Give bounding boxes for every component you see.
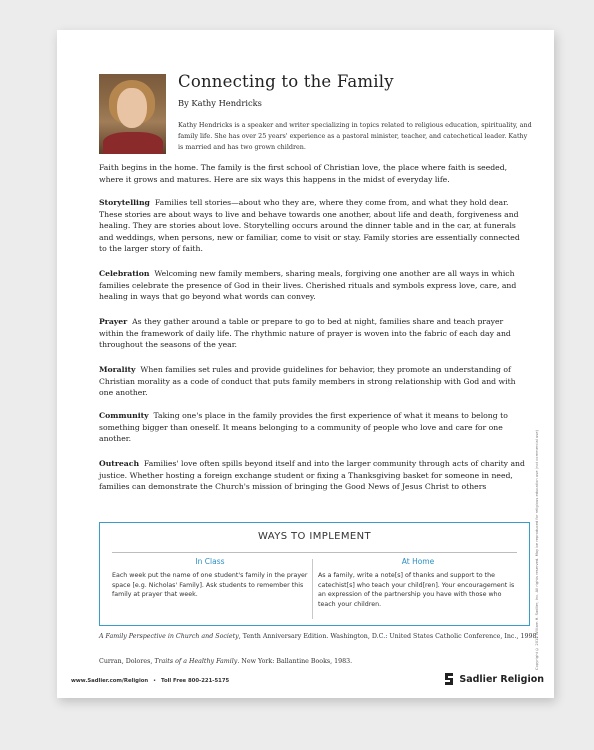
at-home-column xyxy=(318,557,518,609)
section-outreach xyxy=(99,458,529,493)
section-text: As they gather around a table or prepare to go to bed at night, families share and teach prayer within the framework of daily life. The rhythmic nature of prayer is woven into the fabric of each day and throughout the seasons of the year. xyxy=(99,317,511,350)
toll-free-number: Toll Free 800-221-5175 xyxy=(161,678,230,684)
section-term: Community xyxy=(99,411,149,420)
in-class-heading: In Class xyxy=(195,557,225,566)
copyright-notice: Copyright © 2015 William H. Sadlier, Inc. All rights reserved. May be reproduced for religious education use (not commercial use) xyxy=(535,430,539,670)
article-title: Connecting to the Family xyxy=(178,72,394,91)
sadlier-s-icon xyxy=(443,672,455,686)
section-term: Morality xyxy=(99,365,136,374)
handout-page xyxy=(57,30,554,698)
at-home-heading: At Home xyxy=(401,557,435,566)
reference-rest: . New York: Ballantine Books, 1983. xyxy=(237,658,353,665)
section-celebration xyxy=(99,268,529,303)
intro-paragraph: Faith begins in the home. The family is the first school of Christian love, the place where faith is seeded, where it grows and matures. Here are six ways this happens in the midst of everyday life. xyxy=(99,163,508,184)
section-text: Families' love often spills beyond itself and into the larger community through acts of charity and justice. Whether hosting a foreign exchange student or fixing a Thanksgiving basket for someone in need, families can demonstrate the Church's mission of bringing the Good News of Jesus Christ to others xyxy=(99,459,525,492)
in-class-text: Each week put the name of one student's family in the prayer space [e.g. Nicholas' Family]. Ask students to remember this family at prayer that week. xyxy=(112,572,308,598)
author-bio: Kathy Hendricks is a speaker and writer specializing in topics related to religious education, spirituality, and family life. She has over 25 years' experience as a pastoral minister, teacher, and catechetical leader. Kathy is married and has two grown children. xyxy=(178,121,532,151)
sadlier-logo xyxy=(443,672,544,686)
ways-to-implement-box xyxy=(99,522,530,626)
section-morality xyxy=(99,364,529,399)
reference-title: Traits of a Healthy Family xyxy=(154,658,238,665)
reference-2 xyxy=(99,657,539,667)
section-text: When families set rules and provide guidelines for behavior, they promote an understanding of Christian morality as a code of conduct that puts family members in strong relationship with God and with one another. xyxy=(99,365,516,398)
section-term: Celebration xyxy=(99,269,150,278)
section-text: Welcoming new family members, sharing meals, forgiving one another are all ways in which families celebrate the presence of God in their lives. Cherished rituals and symbols express love, care, and healing in ways that go beyond what words can convey. xyxy=(99,269,517,302)
column-divider xyxy=(312,559,313,619)
website-link[interactable]: www.Sadlier.com/Religion xyxy=(71,678,149,684)
reference-title: A Family Perspective in Church and Society xyxy=(99,633,239,640)
byline: By Kathy Hendricks xyxy=(178,98,262,108)
footer-contact xyxy=(71,678,229,684)
reference-author: Curran, Dolores, xyxy=(99,658,155,665)
divider xyxy=(112,552,517,553)
section-community xyxy=(99,410,529,445)
at-home-text: As a family, write a note[s] of thanks and support to the catechist[s] who teach your child[ren]. Your encouragement is an expression of the partnership you have with those who teach your children. xyxy=(318,572,515,608)
reference-rest: , Tenth Anniversary Edition. Washington, D.C.: United States Catholic Conference, Inc., 1998. xyxy=(238,633,539,640)
section-term: Storytelling xyxy=(99,198,150,207)
author-photo xyxy=(99,74,166,154)
section-text: Taking one's place in the family provides the first experience of what it means to belong to something bigger than oneself. It means belonging to a community of people who love and care for one another. xyxy=(99,411,508,444)
brand-name: Sadlier Religion xyxy=(459,673,544,685)
reference-1 xyxy=(99,632,539,642)
footer-separator: • xyxy=(153,678,157,684)
in-class-column xyxy=(112,557,308,600)
section-term: Outreach xyxy=(99,459,140,468)
section-prayer xyxy=(99,316,529,351)
section-text: Families tell stories—about who they are, where they come from, and what they hold dear. These stories are about ways to live and behave towards one another, about life and death, forgiveness and healing. They are stories about love. Storytelling occurs around the dinner table and in the car, at funerals and weddings, when persons, new or familiar, come to visit or stay. Family stories are essentially connected to the larger story of faith. xyxy=(99,198,520,254)
ways-title: WAYS TO IMPLEMENT xyxy=(257,531,372,542)
section-term: Prayer xyxy=(99,317,128,326)
section-storytelling xyxy=(99,197,529,255)
